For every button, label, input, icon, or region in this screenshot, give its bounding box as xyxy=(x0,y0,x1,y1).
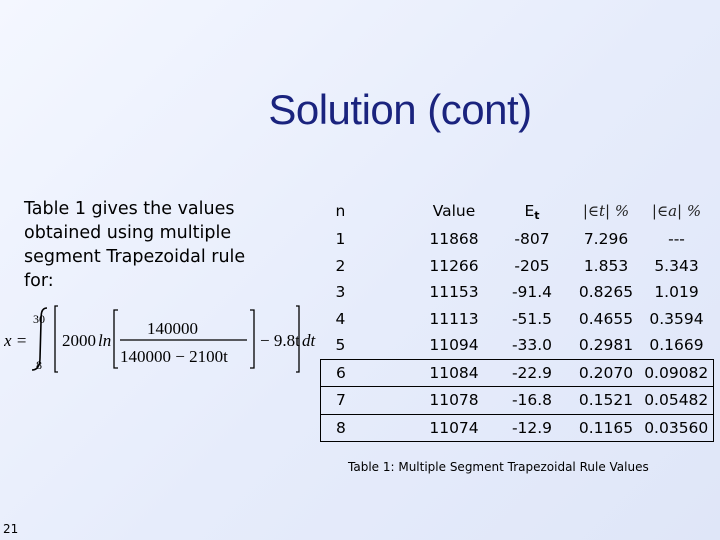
page-number: 21 xyxy=(3,522,19,536)
cell-value: 11074 xyxy=(416,414,492,442)
cell-rel-t: 0.1521 xyxy=(572,387,640,415)
formula-upper-limit: 30 xyxy=(33,312,45,326)
inner-bracket-right xyxy=(250,310,254,368)
cell-rel-a: 0.05482 xyxy=(640,387,713,415)
cell-rel-a: 1.019 xyxy=(654,283,699,302)
formula-func: ln xyxy=(98,331,112,350)
table-row-6 xyxy=(321,359,714,387)
header-et: Et xyxy=(524,202,540,222)
table-row-4 xyxy=(321,306,714,333)
cell-n: 3 xyxy=(335,283,346,302)
cell-value: 11084 xyxy=(416,359,492,387)
table-row-7 xyxy=(321,387,714,415)
cell-value: 11266 xyxy=(429,256,479,275)
cell-n: 8 xyxy=(321,414,417,442)
table-row-3 xyxy=(321,279,714,306)
formula-denominator: 140000 − 2100t xyxy=(120,347,228,366)
cell-rel-t: 7.296 xyxy=(583,230,629,249)
formula-lhs: x = xyxy=(4,331,28,350)
results-table xyxy=(320,196,714,442)
cell-et: -91.4 xyxy=(511,283,553,302)
inner-bracket-left xyxy=(114,310,118,368)
cell-n: 6 xyxy=(321,359,417,387)
formula-lower-limit: 8 xyxy=(36,358,42,372)
formula-differential: dt xyxy=(302,331,316,350)
table-row-5 xyxy=(321,332,714,359)
cell-rel-t: 0.2981 xyxy=(578,336,634,355)
table-caption: Table 1: Multiple Segment Trapezoidal Rule Values xyxy=(348,460,649,474)
cell-value: 11153 xyxy=(429,283,479,302)
cell-rel-a: 0.03560 xyxy=(640,414,713,442)
cell-et: -51.5 xyxy=(511,309,553,328)
cell-rel-a: 0.1669 xyxy=(649,336,704,355)
outer-bracket-left xyxy=(55,306,58,372)
cell-rel-a: 5.343 xyxy=(654,256,699,275)
formula-tail: − 9.8t xyxy=(260,331,300,350)
cell-value: 11113 xyxy=(429,309,479,328)
cell-rel-a: --- xyxy=(668,230,685,249)
cell-et: -16.8 xyxy=(492,387,572,415)
cell-value: 11078 xyxy=(416,387,492,415)
slide-title: Solution (cont) xyxy=(268,86,532,133)
header-approx-relative-error: |∈a| % xyxy=(651,202,702,220)
table-row-8 xyxy=(321,414,714,442)
cell-rel-t: 1.853 xyxy=(583,256,629,275)
cell-value: 11868 xyxy=(429,230,479,249)
cell-n: 1 xyxy=(335,230,346,249)
header-n: n xyxy=(335,202,346,220)
cell-et: -22.9 xyxy=(492,359,572,387)
cell-et: -12.9 xyxy=(492,414,572,442)
cell-et: -807 xyxy=(514,230,550,249)
cell-n: 2 xyxy=(335,256,346,275)
cell-n: 7 xyxy=(321,387,417,415)
cell-n: 5 xyxy=(335,336,346,355)
cell-rel-t: 0.8265 xyxy=(578,283,634,302)
cell-et: -205 xyxy=(514,256,550,275)
cell-et: -33.0 xyxy=(511,336,553,355)
table-header-row xyxy=(321,196,714,226)
cell-value: 11094 xyxy=(429,336,479,355)
cell-rel-a: 0.3594 xyxy=(649,309,704,328)
header-value: Value xyxy=(432,202,476,220)
cell-rel-a: 0.09082 xyxy=(640,359,713,387)
cell-n: 4 xyxy=(335,309,346,328)
header-true-relative-error: |∈t| % xyxy=(582,202,630,220)
table-row-2 xyxy=(321,253,714,280)
cell-rel-t: 0.2070 xyxy=(572,359,640,387)
intro-text: Table 1 gives the values obtained using multiple segment Trapezoidal rule for: xyxy=(24,199,246,291)
integral-formula xyxy=(4,300,324,380)
cell-rel-t: 0.4655 xyxy=(578,309,634,328)
formula-numerator: 140000 xyxy=(147,319,198,338)
table-row-1 xyxy=(321,226,714,253)
cell-rel-t: 0.1165 xyxy=(572,414,640,442)
formula-coef: 2000 xyxy=(62,331,96,350)
